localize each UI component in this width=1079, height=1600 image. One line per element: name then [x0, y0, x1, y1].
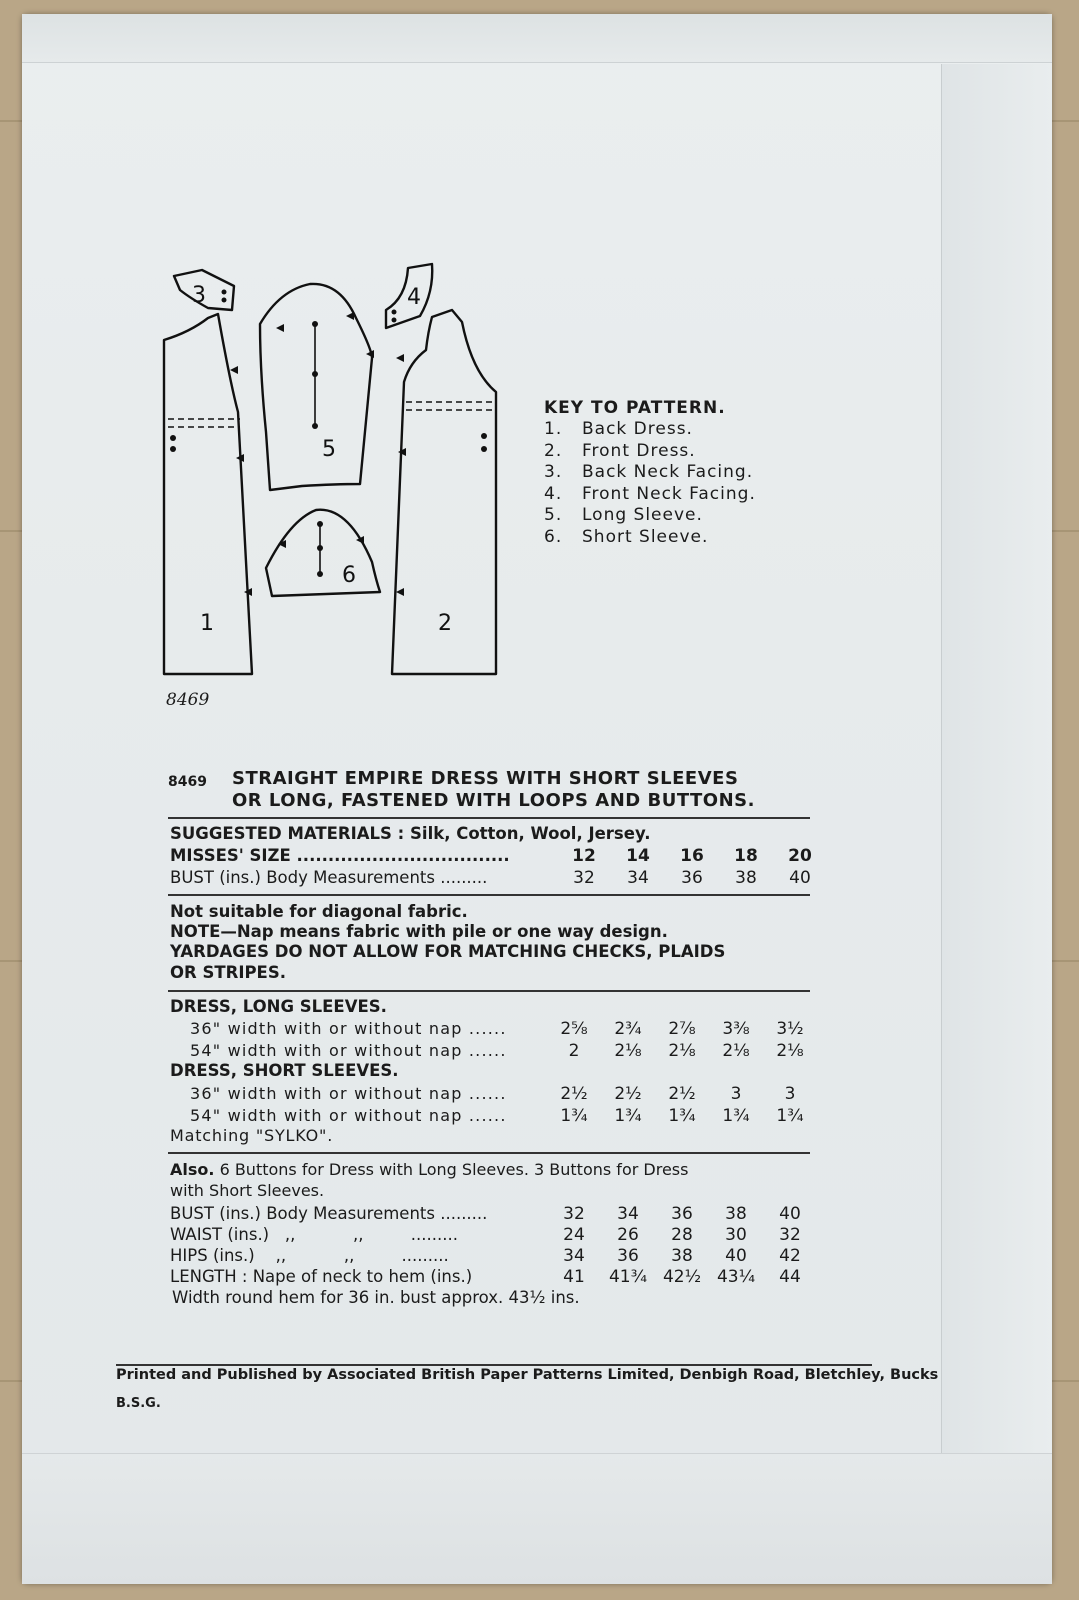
- piece-label-5: 5: [322, 437, 336, 462]
- key-item: 1. Back Dress.: [544, 419, 693, 439]
- piece-label-1: 1: [200, 611, 214, 636]
- key-item: 2. Front Dress.: [544, 440, 696, 461]
- heading-pattern-number: 8469: [168, 774, 207, 790]
- envelope-side-flap: [941, 64, 1052, 1464]
- also-line-2: with Short Sleeves.: [170, 1181, 325, 1200]
- yardage-row-label: 54" width with or without nap ......: [190, 1106, 507, 1125]
- note-line: Not suitable for diagonal fabric.: [170, 902, 468, 921]
- measurement-label: HIPS (ins.) ,, ,, .........: [170, 1246, 449, 1265]
- note-line: NOTE—Nap means fabric with pile or one way design.: [170, 922, 668, 941]
- envelope-bottom-flap: [22, 1453, 1052, 1584]
- footer-divider: [116, 1364, 872, 1366]
- key-item: 4. Front Neck Facing.: [544, 483, 756, 504]
- key-title: KEY TO PATTERN.: [544, 398, 726, 418]
- divider: [168, 894, 810, 896]
- piece-label-6: 6: [342, 563, 356, 588]
- piece-6-short-sleeve: [266, 510, 380, 596]
- size-value: 18: [734, 846, 758, 866]
- envelope-top-flap: [22, 14, 1052, 63]
- size-value: 14: [626, 846, 650, 866]
- piece-label-3: 3: [192, 283, 206, 308]
- measurement-label: LENGTH : Nape of neck to hem (ins.): [170, 1267, 473, 1286]
- footer-code: B.S.G.: [116, 1396, 161, 1411]
- bust-value: 32: [573, 868, 595, 888]
- yardage-row-label: 36" width with or without nap ......: [190, 1019, 507, 1038]
- divider: [168, 990, 810, 992]
- key-item: 3. Back Neck Facing.: [544, 462, 754, 483]
- long-sleeves-title: DRESS, LONG SLEEVES.: [170, 997, 387, 1016]
- heading-line-2: OR LONG, FASTENED WITH LOOPS AND BUTTONS.: [232, 790, 755, 811]
- misses-size-label: MISSES' SIZE ..................................: [170, 846, 510, 865]
- piece-label-4: 4: [407, 285, 421, 310]
- measurement-label: WAIST (ins.) ,, ,, .........: [170, 1225, 458, 1244]
- measurement-label: BUST (ins.) Body Measurements .........: [170, 1204, 488, 1223]
- note-line: OR STRIPES.: [170, 963, 286, 982]
- size-value: 12: [572, 846, 596, 866]
- divider: [168, 817, 810, 819]
- pattern-pieces-diagram: [160, 262, 520, 722]
- piece-label-2: 2: [438, 611, 452, 636]
- yardage-row-label: 36" width with or without nap ......: [190, 1084, 507, 1103]
- size-value: 16: [680, 846, 704, 866]
- bust-value: 36: [681, 868, 703, 888]
- bust-value: 38: [735, 868, 757, 888]
- diagram-pattern-number: 8469: [166, 690, 210, 710]
- bust-value: 40: [789, 868, 811, 888]
- piece-5-long-sleeve: [260, 284, 372, 490]
- key-item: 6. Short Sleeve.: [544, 526, 709, 547]
- short-sleeves-title: DRESS, SHORT SLEEVES.: [170, 1061, 399, 1080]
- size-value: 20: [788, 846, 812, 866]
- divider: [168, 1152, 810, 1154]
- key-to-pattern: [544, 398, 756, 549]
- note-line: YARDAGES DO NOT ALLOW FOR MATCHING CHECKS, PLAIDS: [170, 942, 726, 961]
- hem-width: Width round hem for 36 in. bust approx. 43½ ins.: [172, 1288, 580, 1307]
- yardage-row-label: 54" width with or without nap ......: [190, 1041, 507, 1060]
- bust-label: BUST (ins.) Body Measurements .........: [170, 868, 488, 887]
- matching-sylko: Matching "SYLKO".: [170, 1126, 334, 1145]
- also-line-1: Also. 6 Buttons for Dress with Long Sleeves. 3 Buttons for Dress: [170, 1160, 689, 1179]
- heading-line-1: STRAIGHT EMPIRE DRESS WITH SHORT SLEEVES: [232, 768, 739, 789]
- key-item: 5. Long Sleeve.: [544, 505, 703, 526]
- suggested-materials: SUGGESTED MATERIALS : Silk, Cotton, Wool, Jersey.: [170, 824, 651, 843]
- publisher-footer: Printed and Published by Associated British Paper Patterns Limited, Denbigh Road, Bletchley, Bucks: [116, 1367, 939, 1383]
- bust-value: 34: [627, 868, 649, 888]
